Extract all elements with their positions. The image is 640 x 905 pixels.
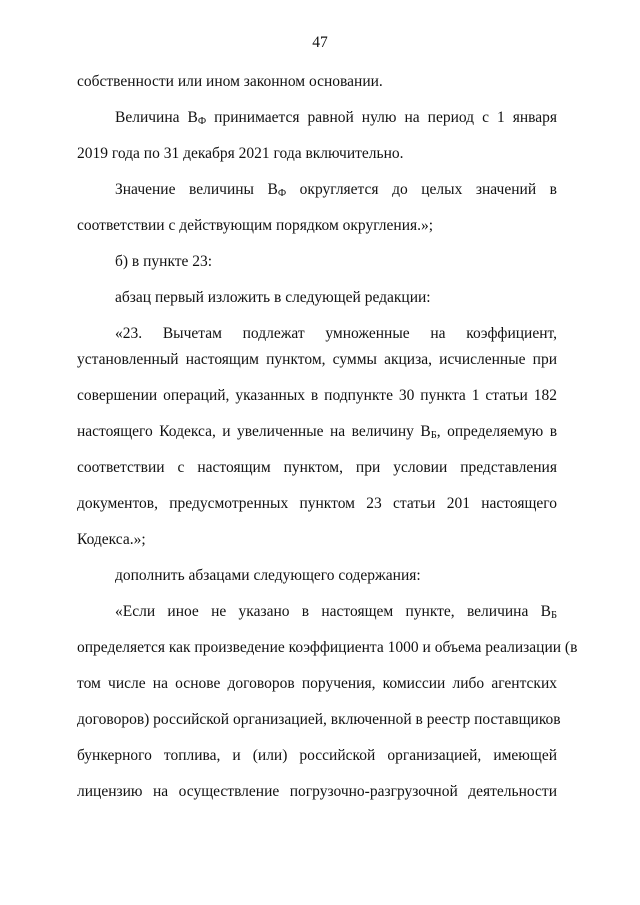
text-line: Величина $В_Ф$ принимается равной нулю на период с 1 января: [115, 109, 557, 127]
text-line: совершении операций, указанных в подпункте 30 пункта 1 статьи 182: [77, 387, 557, 404]
text-line: соответствии с настоящим пунктом, при условии представления: [77, 459, 557, 476]
page-number: 47: [312, 34, 328, 51]
text-line: 2019 года по 31 декабря 2021 года включительно.: [77, 145, 404, 162]
subscript: Б: [550, 610, 557, 621]
text-line: б) в пункте 23:: [115, 253, 213, 270]
text-line: лицензию на осуществление погрузочно-разгрузочной деятельности: [77, 783, 557, 800]
text-line: Кодекса.»;: [77, 531, 146, 548]
text-line: дополнить абзацами следующего содержания:: [115, 567, 421, 584]
text-line: определяется как произведение коэффициента 1000 и объема реализации (в: [77, 639, 578, 656]
text-line: договоров) российской организацией, включенной в реестр поставщиков: [77, 711, 561, 728]
text-line: том числе на основе договоров поручения, комиссии либо агентских: [77, 675, 557, 692]
text-line: документов, предусмотренных пунктом 23 статьи 201 настоящего: [77, 495, 557, 512]
text-line: установленный настоящим пунктом, суммы акциза, исчисленные при: [77, 351, 557, 368]
text-line: собственности или ином законном основании.: [77, 73, 383, 90]
text-line: «Если иное не указано в настоящем пункте, величина $В_Б$: [115, 603, 557, 621]
subscript: Ф: [197, 116, 207, 127]
text-line: бункерного топлива, и (или) российской организацией, имеющей: [77, 747, 557, 764]
text-line: соответствии с действующим порядком округления.»;: [77, 217, 434, 234]
subscript: Ф: [277, 188, 287, 199]
text-line: настоящего Кодекса, и увеличенные на величину $В_Б$, определяемую в: [77, 423, 558, 441]
text-line: Значение величины $В_Ф$ округляется до целых значений в: [115, 181, 557, 199]
text-line: «23. Вычетам подлежат умноженные на коэффициент,: [115, 325, 557, 342]
text-line: абзац первый изложить в следующей редакции:: [115, 289, 431, 306]
subscript: Б: [430, 430, 437, 441]
